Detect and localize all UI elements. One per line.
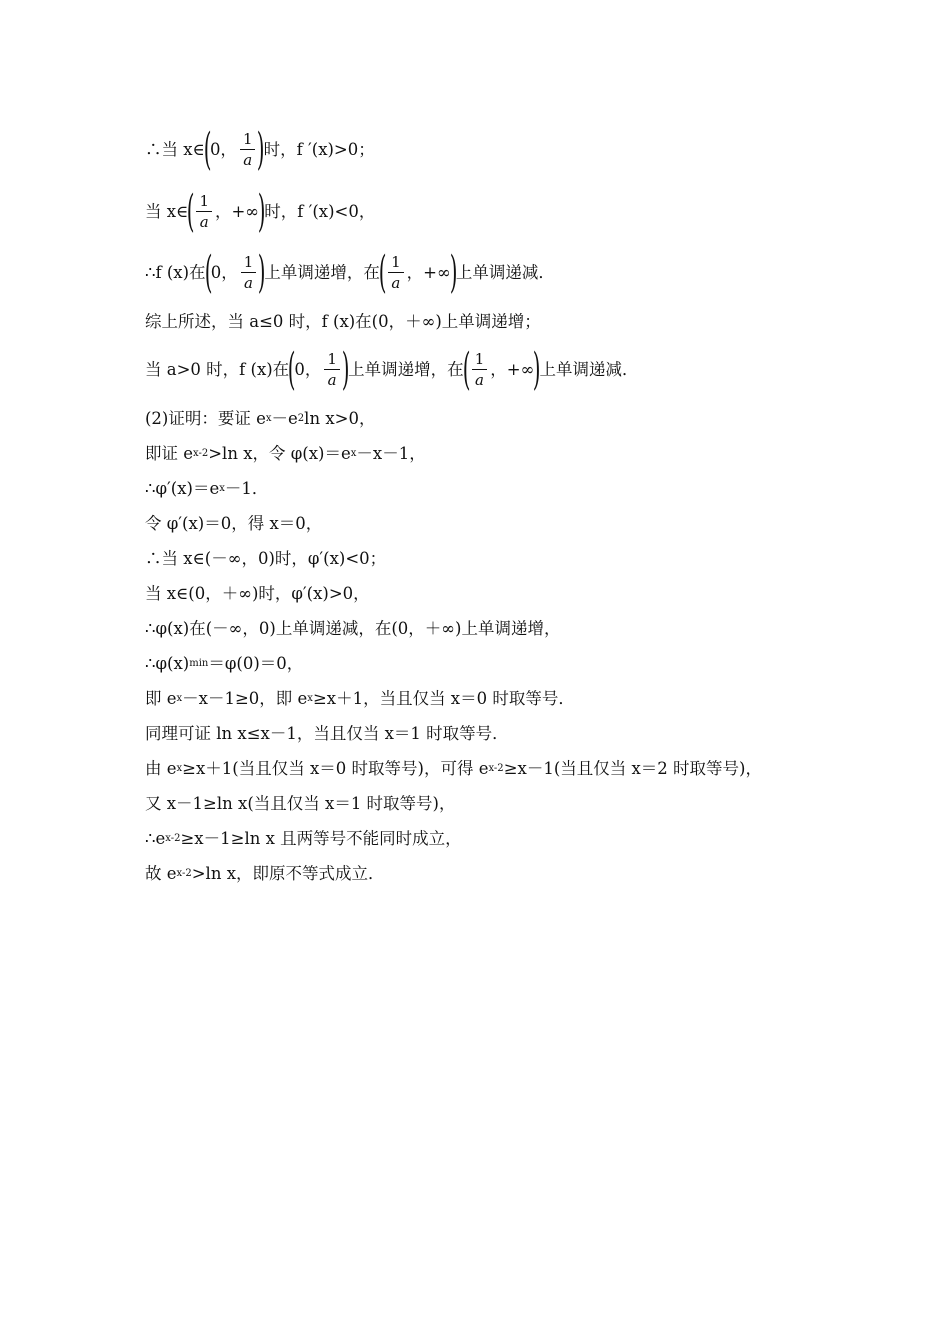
text-segment: 由 e <box>145 759 177 778</box>
text-segment: ≥x＋1，当且仅当 x＝0 时取等号． <box>312 689 575 708</box>
text-line <box>145 757 762 781</box>
text-segment: ln x>0， <box>304 409 376 428</box>
fraction-numerator: 1 <box>324 352 340 370</box>
text-line <box>145 310 541 334</box>
text-segment: ∴φ(x) <box>145 654 190 673</box>
superscript: x <box>307 693 313 704</box>
text-segment: 综上所述，当 a≤0 时，f (x)在(0，＋∞)上单调递增； <box>145 312 541 331</box>
fraction-denominator: a <box>327 371 337 389</box>
text-line <box>145 477 268 501</box>
text-segment: 故 e <box>145 864 177 883</box>
fraction <box>388 255 404 291</box>
text-segment: 上单调递增，在 <box>348 360 464 379</box>
text-segment: ∴当 x∈ <box>145 140 205 159</box>
fraction-denominator: a <box>199 213 209 231</box>
text-segment: －x－1≥0，即 e <box>182 689 308 708</box>
text-segment: ，+∞ <box>490 360 535 379</box>
fraction-denominator: a <box>243 151 253 169</box>
superscript: x <box>350 448 357 459</box>
left-paren: ( <box>203 124 212 175</box>
text-segment: －1． <box>224 479 269 498</box>
text-line <box>145 248 555 298</box>
text-segment: 时，f ′(x)<0， <box>264 202 376 221</box>
left-paren: ( <box>462 344 471 395</box>
text-line <box>145 652 303 676</box>
text-segment: 0， <box>209 140 237 159</box>
text-segment: 同理可证 ln x≤x－1，当且仅当 x＝1 时取等号． <box>145 724 509 743</box>
text-segment: 即证 e <box>145 444 194 463</box>
right-paren: ) <box>257 186 266 237</box>
text-line <box>145 442 426 466</box>
text-line <box>145 792 456 816</box>
text-segment: ＝φ(0)＝0， <box>208 654 304 673</box>
text-segment: 令 φ′(x)＝0，得 x＝0， <box>145 514 323 533</box>
text-segment: ≥x－1≥ln x 且两等号不能同时成立， <box>180 829 462 848</box>
text-line <box>145 722 509 746</box>
text-segment: ∴当 x∈(－∞，0)时，φ′(x)<0； <box>145 549 387 568</box>
text-segment: 上单调递减． <box>539 360 639 379</box>
left-paren: ( <box>378 247 387 298</box>
superscript: x-2 <box>176 868 192 879</box>
text-segment: 当 a>0 时，f (x)在 <box>145 360 290 379</box>
text-segment: ≥x－1(当且仅当 x＝2 时取等号)， <box>503 759 762 778</box>
subscript: min <box>189 658 209 669</box>
text-segment: 当 x∈ <box>145 202 189 221</box>
fraction-denominator: a <box>244 274 253 292</box>
left-paren: ( <box>186 186 195 237</box>
text-segment: －x－1， <box>356 444 426 463</box>
text-segment: ∴f (x)在 <box>145 263 206 282</box>
text-segment: 上单调递增，在 <box>264 263 380 282</box>
text-line <box>145 827 462 851</box>
text-segment: 当 x∈(0，＋∞)时，φ′(x)>0， <box>145 584 370 603</box>
superscript: x-2 <box>488 763 504 774</box>
text-line <box>145 582 370 606</box>
right-paren: ) <box>533 344 541 395</box>
superscript: x <box>219 483 225 494</box>
text-segment: 时，f ′(x)>0； <box>263 140 375 159</box>
text-segment: －e <box>271 409 298 428</box>
text-segment: >ln x，令 φ(x)＝e <box>208 444 351 463</box>
text-segment: (2)证明：要证 e <box>145 409 266 428</box>
text-line <box>145 547 386 571</box>
fraction-numerator: 1 <box>472 352 488 370</box>
text-segment: 0， <box>294 360 322 379</box>
text-segment: 即 e <box>145 689 177 708</box>
superscript: x <box>176 693 183 704</box>
superscript: x-2 <box>193 448 209 459</box>
fraction-numerator: 1 <box>240 132 256 150</box>
text-segment: 又 x－1≥ln x(当且仅当 x＝1 时取等号)， <box>145 794 456 813</box>
left-paren: ( <box>287 344 296 395</box>
right-paren: ) <box>257 247 266 298</box>
superscript: x <box>176 763 183 774</box>
left-paren: ( <box>204 247 212 298</box>
text-line <box>145 187 375 237</box>
fraction <box>472 352 488 388</box>
text-segment: 上单调递减． <box>455 263 555 282</box>
right-paren: ) <box>449 247 458 298</box>
right-paren: ) <box>257 124 265 175</box>
fraction-denominator: a <box>475 371 484 389</box>
fraction-numerator: 1 <box>241 255 257 273</box>
text-segment: ∴e <box>145 829 166 848</box>
text-line <box>145 862 385 886</box>
fraction-numerator: 1 <box>388 255 404 273</box>
text-line <box>145 345 639 395</box>
text-segment: ≥x＋1(当且仅当 x＝0 时取等号)，可得 e <box>182 759 489 778</box>
superscript: x <box>265 413 272 424</box>
text-segment: ∴φ(x)在(－∞，0)上单调递减，在(0，＋∞)上单调递增， <box>145 619 561 638</box>
text-segment: ∴φ′(x)＝e <box>145 479 220 498</box>
fraction <box>241 255 257 291</box>
fraction <box>324 352 340 388</box>
text-segment: 0， <box>210 263 238 282</box>
fraction-denominator: a <box>391 274 401 292</box>
text-segment: >ln x，即原不等式成立． <box>191 864 385 883</box>
text-segment: ，+∞ <box>406 263 451 282</box>
text-line <box>145 512 322 536</box>
fraction <box>240 132 256 168</box>
text-line <box>145 125 375 175</box>
text-segment: ，+∞ <box>214 202 260 221</box>
text-line <box>145 687 575 711</box>
right-paren: ) <box>341 344 350 395</box>
fraction <box>196 194 212 230</box>
text-line <box>145 407 375 431</box>
text-line <box>145 617 560 641</box>
fraction-numerator: 1 <box>196 194 212 212</box>
superscript: x-2 <box>165 833 181 844</box>
superscript: 2 <box>297 413 305 424</box>
